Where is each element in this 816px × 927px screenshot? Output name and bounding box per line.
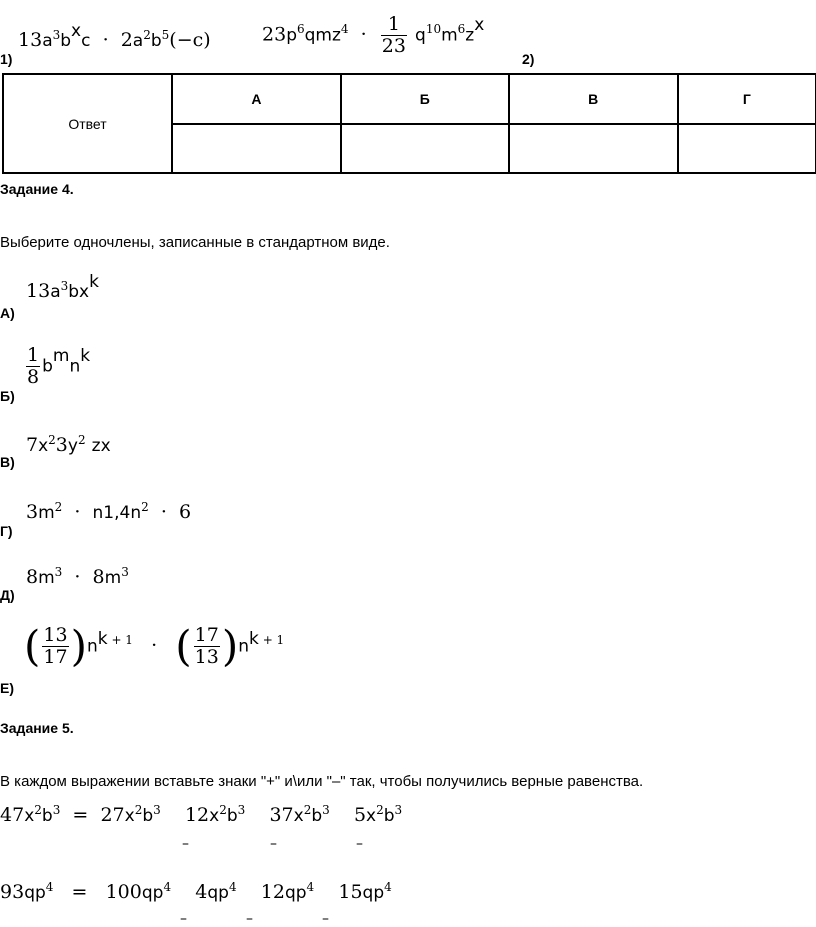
- answer-cell[interactable]: [678, 124, 816, 173]
- option-label: Г): [0, 523, 13, 539]
- column-header: Б: [341, 74, 509, 124]
- column-header: Г: [678, 74, 816, 124]
- sign-blank[interactable]: –: [246, 911, 253, 927]
- answer-table: [2, 73, 816, 174]
- expr-1-label: 1): [0, 51, 13, 67]
- equation-2: $93qp^4$ = $100qp^4$ $4qp^4$ $12qp^4$ $15qp^4$: [0, 879, 392, 903]
- fraction: $\frac{17}{13}$: [194, 624, 219, 668]
- column-header: А: [172, 74, 341, 124]
- column-header: В: [509, 74, 678, 124]
- option-b-expr: $\frac{1}{8}$ $b^mn^k$: [27, 344, 91, 388]
- task-5-heading: Задание 5.: [0, 720, 74, 736]
- expr-1: $13a^3b^xc \cdot 2a^2b^5(-c)$: [18, 21, 211, 52]
- option-label: Е): [0, 680, 14, 696]
- answer-cell[interactable]: [341, 124, 509, 173]
- task-4-heading: Задание 4.: [0, 181, 74, 197]
- option-label: Б): [0, 388, 15, 404]
- answer-cell[interactable]: [172, 124, 341, 173]
- sign-blank[interactable]: –: [356, 836, 363, 852]
- option-a-expr: $13a^3bx^k$: [26, 272, 99, 303]
- fraction: $\frac{1}{8}$: [27, 344, 40, 388]
- option-label: В): [0, 454, 15, 470]
- expr-2: $23p^6qmz^4$ · $\frac{1}{23}$ $q^{10}m^6z^x$: [262, 13, 485, 57]
- sign-blank[interactable]: –: [180, 911, 187, 927]
- task-4-instruction: Выберите одночлены, записанные в стандартном виде.: [0, 234, 390, 251]
- expr-2-label: 2): [522, 51, 535, 67]
- sign-blank[interactable]: –: [270, 836, 277, 852]
- option-label: Д): [0, 587, 15, 603]
- task-5-instruction: В каждом выражении вставьте знаки "+" и\или "–" так, чтобы получились верные равенства.: [0, 773, 644, 790]
- option-e-expr: ( $\frac{13}{17}$ )$n^{k + 1}$ · ( $\frac{17}{13}$ )$n^{k + 1}$: [24, 621, 285, 671]
- fraction: $\frac{1}{23}$: [381, 13, 406, 57]
- sign-blank[interactable]: –: [322, 911, 329, 927]
- equation-1: $47x^2b^3 = 27x^2b^3$ $12x^2b^3$ $37x^2b^3$ $5x^2b^3$: [0, 802, 403, 826]
- option-d-expr: $8m^3 \cdot 8m^3$: [26, 564, 129, 588]
- answer-cell[interactable]: [509, 124, 678, 173]
- fraction: $\frac{13}{17}$: [43, 624, 68, 668]
- sign-blank[interactable]: –: [182, 836, 189, 852]
- option-v-expr: $7x^23y^2$ zx: [26, 432, 111, 456]
- option-label: А): [0, 305, 15, 321]
- answer-row-label: Ответ: [3, 74, 172, 173]
- option-g-expr: $3m^2 \cdot n1,4n^2 \cdot 6$: [26, 499, 192, 523]
